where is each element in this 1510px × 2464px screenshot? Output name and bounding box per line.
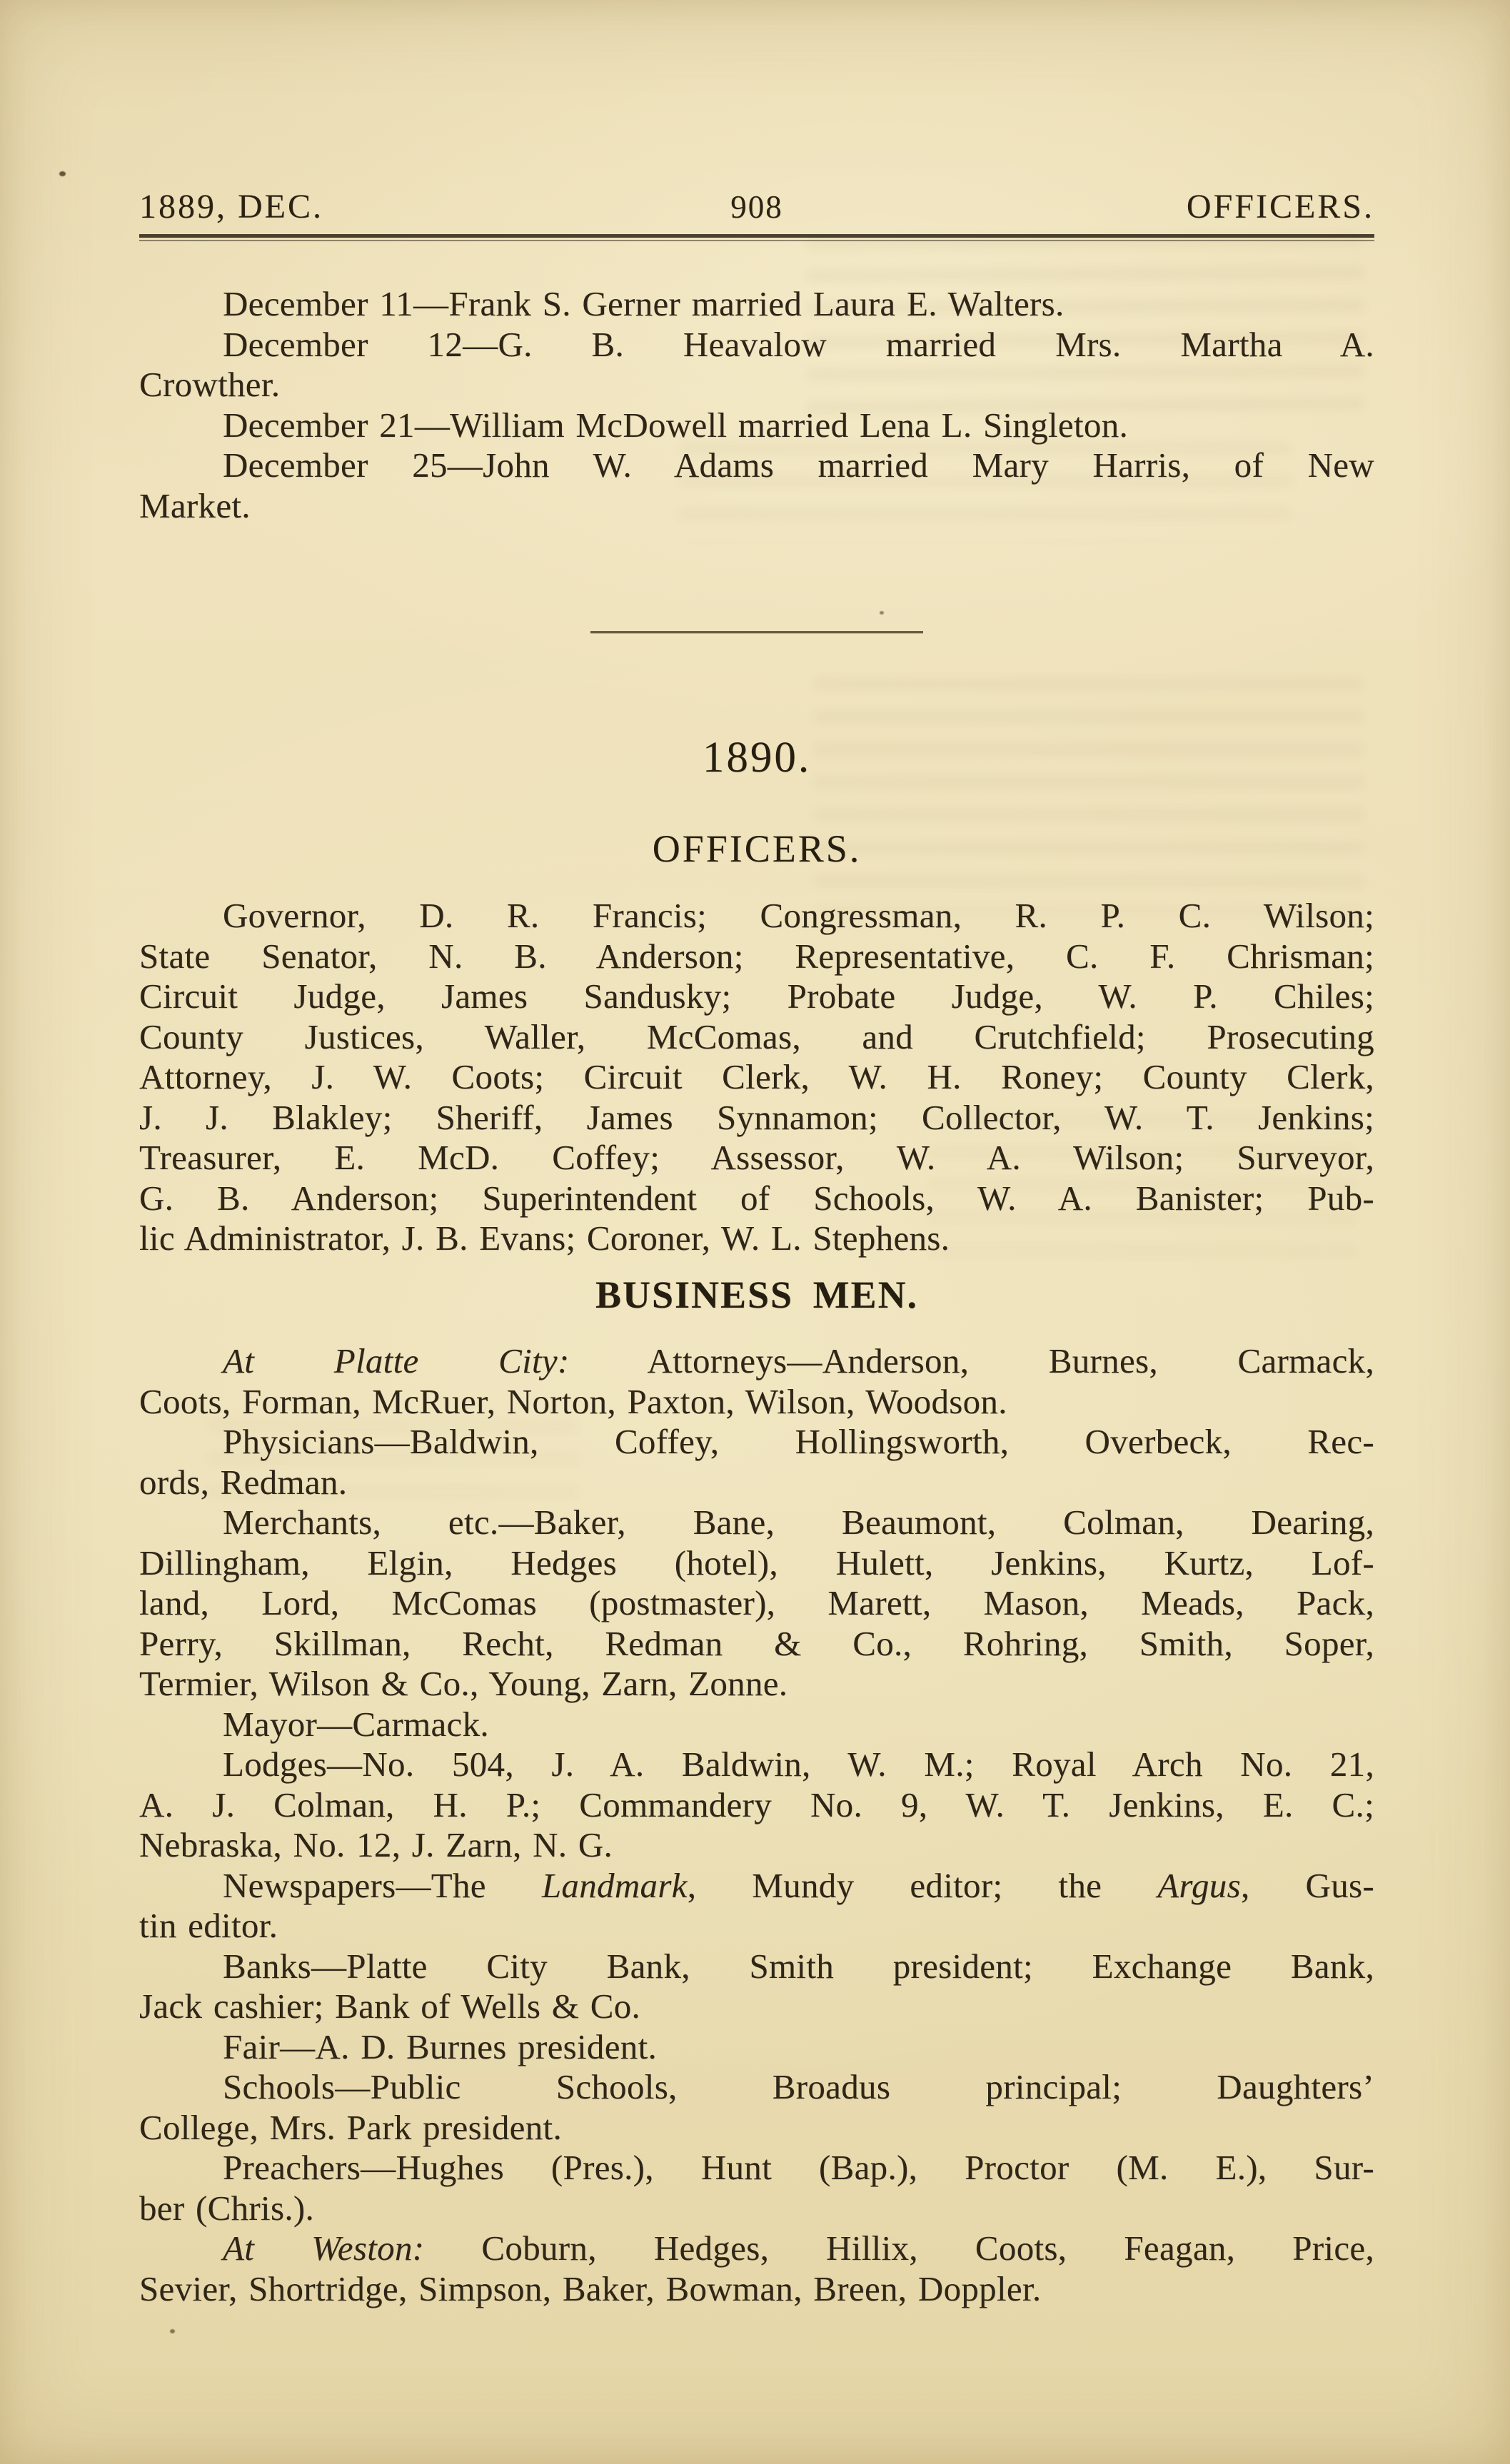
- text-segment: , Gus-: [1240, 1865, 1374, 1905]
- italic-text-segment: At Weston:: [223, 2228, 425, 2268]
- text-segment: Attorneys—Anderson, Burnes, Carmack,: [569, 1341, 1375, 1380]
- ink-speck: [59, 171, 66, 176]
- text-segment: , Mundy editor; the: [687, 1865, 1158, 1905]
- text-line: [139, 1866, 1374, 1907]
- text-line: [139, 445, 1374, 486]
- text-segment: Circuit Judge, James Sandusky; Probate Judge, W. P. Chiles;: [139, 976, 1374, 1016]
- text-line: [139, 1624, 1374, 1665]
- text-segment: G. B. Anderson; Superintendent of Schools, W. A. Banister; Pub-: [139, 1178, 1374, 1218]
- text-segment: Schools—Public Schools, Broadus principal; Daughters’: [223, 2067, 1374, 2106]
- text-line: [139, 1785, 1374, 1826]
- text-segment: Merchants, etc.—Baker, Bane, Beaumont, Colman, Dearing,: [223, 1503, 1374, 1542]
- text-segment: Nebraska, No. 12, J. Zarn, N. G.: [139, 1825, 613, 1864]
- text-line: [139, 1906, 1374, 1947]
- text-segment: December 11—Frank S. Gerner married Laura E. Walters.: [223, 284, 1064, 323]
- text-line: [139, 1543, 1374, 1584]
- section-divider-rule: [590, 631, 923, 633]
- text-line: [139, 1705, 1374, 1745]
- officers-heading: OFFICERS.: [652, 827, 862, 870]
- text-line: [139, 2188, 1374, 2229]
- text-segment: County Justices, Waller, McComas, and Crutchfield; Prosecuting: [139, 1016, 1374, 1056]
- text-segment: A. J. Colman, H. P.; Commandery No. 9, W. T. Jenkins, E. C.;: [139, 1784, 1374, 1824]
- text-segment: Market.: [139, 485, 251, 525]
- text-segment: Lodges—No. 504, J. A. Baldwin, W. M.; Royal Arch No. 21,: [223, 1745, 1374, 1784]
- text-line: [139, 2027, 1374, 2068]
- text-segment: Preachers—Hughes (Pres.), Hunt (Bap.), Proctor (M. E.), Sur-: [223, 2148, 1374, 2187]
- text-segment: Treasurer, E. McD. Coffey; Assessor, W. A. Wilson; Surveyor,: [139, 1138, 1374, 1177]
- text-line: [139, 1057, 1374, 1098]
- text-segment: December 21—William McDowell married Lena L. Singleton.: [223, 405, 1129, 445]
- text-segment: Coots, Forman, McRuer, Norton, Paxton, Wilson, Woodson.: [139, 1381, 1007, 1421]
- text-line: [139, 1098, 1374, 1138]
- officers-section: [139, 896, 1374, 1259]
- business-men-section: [139, 1341, 1374, 2309]
- text-line: [139, 2067, 1374, 2108]
- text-line: [139, 1017, 1374, 1058]
- text-segment: Governor, D. R. Francis; Congressman, R. P. C. Wilson;: [223, 896, 1374, 935]
- text-segment: land, Lord, McComas (postmaster), Marett, Mason, Meads, Pack,: [139, 1583, 1374, 1622]
- text-line: [139, 325, 1374, 365]
- text-segment: Banks—Platte City Bank, Smith president; Exchange Bank,: [223, 1946, 1374, 1986]
- text-line: [139, 1947, 1374, 1987]
- text-line: [139, 2269, 1374, 2310]
- text-segment: Dillingham, Elgin, Hedges (hotel), Hulett, Jenkins, Kurtz, Lof-: [139, 1542, 1374, 1582]
- text-segment: J. J. Blakley; Sheriff, James Synnamon; Collector, W. T. Jenkins;: [139, 1097, 1374, 1137]
- text-segment: lic Administrator, J. B. Evans; Coroner, W. L. Stephens.: [139, 1218, 950, 1258]
- text-line: [139, 1503, 1374, 1543]
- text-line: [139, 486, 1374, 527]
- text-segment: ber (Chris.).: [139, 2188, 315, 2228]
- text-segment: Crowther.: [139, 365, 281, 404]
- text-line: [139, 2108, 1374, 2149]
- text-line: [139, 1341, 1374, 1382]
- text-line: [139, 1178, 1374, 1219]
- text-segment: Termier, Wilson & Co., Young, Zarn, Zonne.: [139, 1664, 788, 1703]
- italic-text-segment: Landmark: [541, 1865, 688, 1905]
- text-line: [139, 405, 1374, 446]
- text-segment: Attorney, J. W. Coots; Circuit Clerk, W. H. Roney; County Clerk,: [139, 1057, 1374, 1096]
- text-line: [139, 976, 1374, 1017]
- header-date-label: 1889, DEC.: [139, 188, 323, 226]
- text-line: [139, 936, 1374, 977]
- running-header: [139, 190, 1374, 224]
- text-segment: December 25—John W. Adams married Mary Harris, of New: [223, 445, 1374, 485]
- text-line: [139, 1218, 1374, 1259]
- text-line: [139, 896, 1374, 936]
- text-segment: State Senator, N. B. Anderson; Representative, C. F. Chrisman;: [139, 936, 1374, 976]
- text-segment: Newspapers—The: [223, 1865, 542, 1905]
- text-line: [139, 365, 1374, 405]
- text-segment: Coburn, Hedges, Hillix, Coots, Feagan, Price,: [424, 2228, 1374, 2268]
- text-line: [139, 1986, 1374, 2027]
- business-men-heading: BUSINESS MEN.: [595, 1273, 919, 1316]
- header-rule: [139, 234, 1374, 241]
- text-line: [139, 1138, 1374, 1178]
- bleed-through-texture: [814, 678, 1364, 914]
- text-segment: College, Mrs. Park president.: [139, 2107, 562, 2147]
- italic-text-segment: Argus: [1157, 1865, 1241, 1905]
- text-segment: tin editor.: [139, 1906, 278, 1945]
- header-title-label: OFFICERS.: [1186, 188, 1374, 226]
- text-line: [139, 1745, 1374, 1785]
- text-segment: Jack cashier; Bank of Wells & Co.: [139, 1986, 641, 2026]
- text-line: [139, 1825, 1374, 1866]
- text-line: [139, 2228, 1374, 2269]
- year-heading: 1890.: [702, 734, 812, 782]
- text-line: [139, 1382, 1374, 1423]
- text-line: [139, 1422, 1374, 1463]
- text-segment: Sevier, Shortridge, Simpson, Baker, Bowman, Breen, Doppler.: [139, 2268, 1042, 2308]
- text-segment: Mayor—Carmack.: [223, 1704, 489, 1744]
- text-line: [139, 1583, 1374, 1624]
- text-line: [139, 2148, 1374, 2188]
- marriages-1889-section: [139, 284, 1374, 526]
- text-line: [139, 1664, 1374, 1705]
- text-segment: ords, Redman.: [139, 1462, 348, 1502]
- page-number: 908: [730, 189, 783, 225]
- text-segment: Fair—A. D. Burnes president.: [223, 2026, 658, 2066]
- text-segment: Perry, Skillman, Recht, Redman & Co., Rohring, Smith, Soper,: [139, 1623, 1374, 1663]
- text-segment: December 12—G. B. Heavalow married Mrs. Martha A.: [223, 324, 1374, 364]
- text-line: [139, 1463, 1374, 1503]
- ink-speck: [880, 611, 884, 615]
- ink-speck: [170, 2329, 175, 2333]
- text-line: [139, 284, 1374, 325]
- text-segment: Physicians—Baldwin, Coffey, Hollingsworth, Overbeck, Rec-: [223, 1422, 1374, 1461]
- italic-text-segment: At Platte City:: [223, 1341, 570, 1380]
